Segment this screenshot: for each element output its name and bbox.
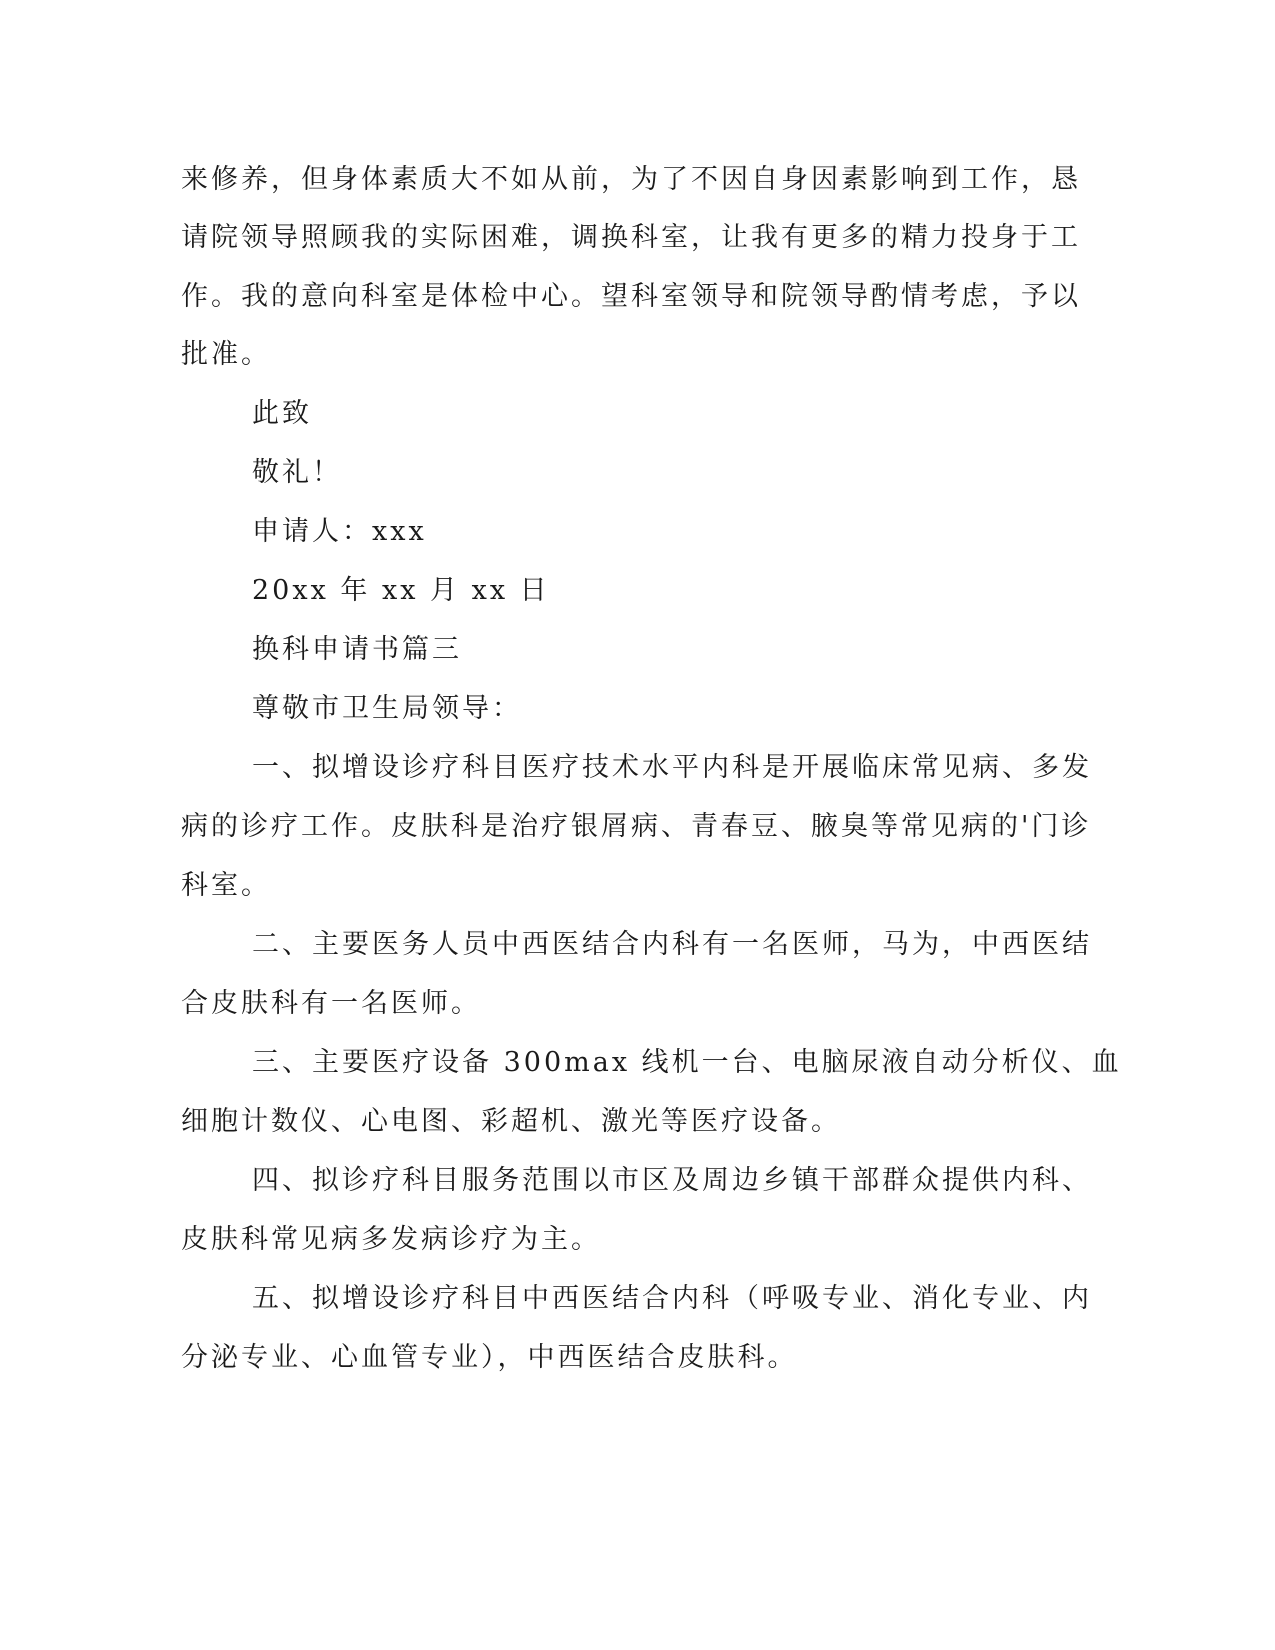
section-title: 换科申请书篇三 xyxy=(252,634,462,665)
paragraph-line: 来修养，但身体素质大不如从前，为了不因自身因素影响到工作，恳 xyxy=(181,164,1081,195)
paragraph-line: 合皮肤科有一名医师。 xyxy=(181,988,481,1019)
paragraph-line: 细胞计数仪、心电图、彩超机、激光等医疗设备。 xyxy=(181,1106,841,1137)
closing-salutation: 此致 xyxy=(252,398,312,429)
paragraph-line: 五、拟增设诊疗科目中西医结合内科（呼吸专业、消化专业、内 xyxy=(252,1283,1092,1314)
paragraph-line: 一、拟增设诊疗科目医疗技术水平内科是开展临床常见病、多发 xyxy=(252,752,1092,783)
paragraph-line: 皮肤科常见病多发病诊疗为主。 xyxy=(181,1224,601,1255)
closing-regards: 敬礼！ xyxy=(252,457,342,488)
applicant-signature: 申请人：xxx xyxy=(252,516,427,547)
paragraph-line: 请院领导照顾我的实际困难，调换科室，让我有更多的精力投身于工 xyxy=(181,222,1081,253)
recipient-greeting: 尊敬市卫生局领导： xyxy=(252,693,522,724)
paragraph-line: 二、主要医务人员中西医结合内科有一名医师，马为，中西医结 xyxy=(252,929,1092,960)
paragraph-line: 作。我的意向科室是体检中心。望科室领导和院领导酌情考虑，予以 xyxy=(181,281,1081,312)
paragraph-line: 科室。 xyxy=(181,870,271,901)
paragraph-line: 分泌专业、心血管专业），中西医结合皮肤科。 xyxy=(181,1342,798,1373)
date-line: 20xx 年 xx 月 xx 日 xyxy=(252,575,550,606)
paragraph-line: 批准。 xyxy=(181,339,271,370)
paragraph-line: 病的诊疗工作。皮肤科是治疗银屑病、青春豆、腋臭等常见病的'门诊 xyxy=(181,811,1092,842)
paragraph-line: 三、主要医疗设备 300max 线机一台、电脑尿液自动分析仪、血 xyxy=(252,1047,1122,1078)
paragraph-line: 四、拟诊疗科目服务范围以市区及周边乡镇干部群众提供内科、 xyxy=(252,1165,1092,1196)
